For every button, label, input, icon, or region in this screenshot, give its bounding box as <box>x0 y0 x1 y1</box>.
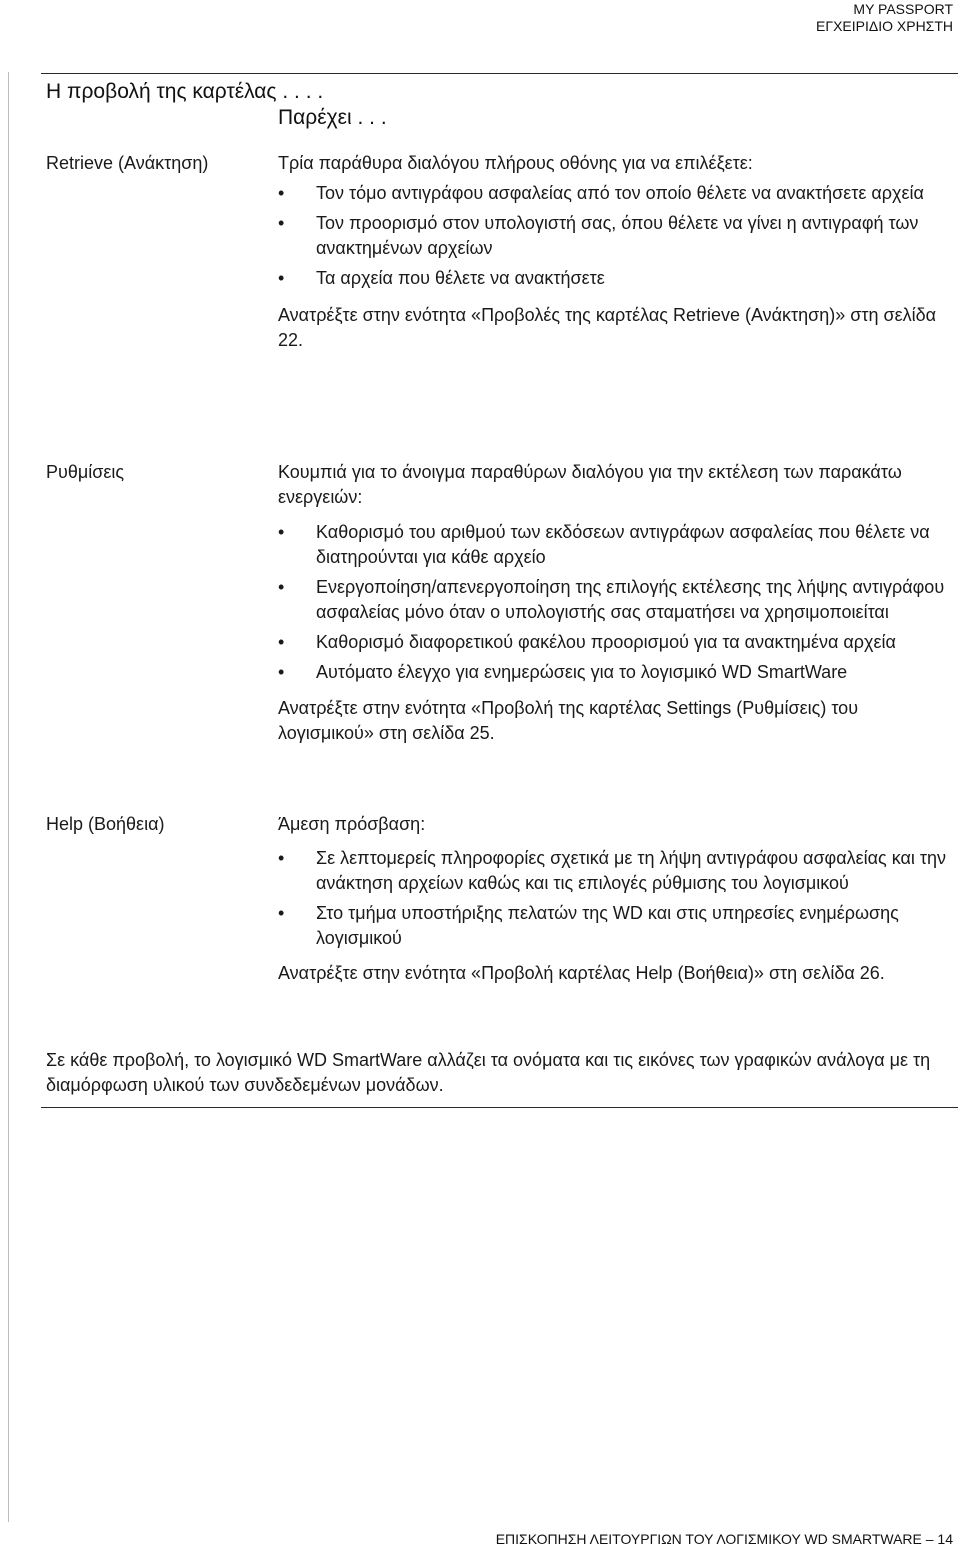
row-reference: Ανατρέξτε στην ενότητα «Προβολή της καρτέλας Settings (Ρυθμίσεις) του λογισμικού» στη σελίδα 25. <box>278 698 859 743</box>
table-row-retrieve <box>41 134 958 448</box>
list-item: • Στο τμήμα υποστήριξης πελατών της WD και στις υπηρεσίες ενημέρωσης λογισμικού <box>278 901 958 951</box>
list-item: • Ενεργοποίηση/απενεργοποίηση της επιλογής εκτέλεσης της λήψης αντιγράφου ασφαλείας μόνο όταν ο υπολογιστής σας σταματήσει να χρησιμοποιείται <box>278 575 958 625</box>
table-row-help <box>41 809 958 1048</box>
list-item: • Τον προορισμό στον υπολογιστή σας, όπου θέλετε να γίνει η αντιγραφή των ανακτημένων αρχείων <box>278 211 958 261</box>
row-reference: Ανατρέξτε στην ενότητα «Προβολή καρτέλας Help (Βοήθεια)» στη σελίδα 26. <box>278 963 885 983</box>
bullet-list <box>278 181 958 291</box>
row-intro: Τρία παράθυρα διαλόγου πλήρους οθόνης για να επιλέξετε: <box>278 153 753 173</box>
col-header-view: Η προβολή της καρτέλας . . . . <box>46 80 324 103</box>
bullet-list <box>278 846 958 951</box>
row-label: Help (Βοήθεια) <box>46 814 165 834</box>
row-reference: Ανατρέξτε στην ενότητα «Προβολές της καρτέλας Retrieve (Ανάκτηση)» στη σελίδα 22. <box>278 305 937 350</box>
tab-views-table <box>41 73 958 1108</box>
table-row-settings <box>41 448 958 809</box>
table-bottom-rule <box>41 1107 958 1108</box>
list-item: • Τον τόμο αντιγράφου ασφαλείας από τον οποίο θέλετε να ανακτήσετε αρχεία <box>278 181 958 206</box>
row-label: Retrieve (Ανάκτηση) <box>46 153 209 173</box>
page-footer: ΕΠΙΣΚΟΠΗΣΗ ΛΕΙΤΟΥΡΓΙΩΝ ΤΟΥ ΛΟΓΙΣΜΙΚΟΥ WD SMARTWARE – 14 <box>495 1531 953 1547</box>
margin-rule <box>8 72 9 1522</box>
row-content <box>278 812 958 986</box>
list-item: • Σε λεπτομερείς πληροφορίες σχετικά με τη λήψη αντιγράφου ασφαλείας και την ανάκτηση αρχείων καθώς και τις επιλογές ρύθμισης του λογισμικού <box>278 846 958 896</box>
header-manual: ΕΓΧΕΙΡΙΔΙΟ ΧΡΗΣΤΗ <box>816 18 953 34</box>
header-product: MY PASSPORT <box>853 1 953 17</box>
table-footnote: Σε κάθε προβολή, το λογισμικό WD SmartWare αλλάζει τα ονόματα και τις εικόνες των γραφικών ανάλογα με τη διαμόρφωση υλικού των συνδεδεμένων μονάδων. <box>46 1050 931 1095</box>
row-content <box>278 151 958 353</box>
row-intro: Άμεση πρόσβαση: <box>278 814 426 834</box>
bullet-list <box>278 520 958 685</box>
list-item: • Τα αρχεία που θέλετε να ανακτήσετε <box>278 266 958 291</box>
col-header-provides: Παρέχει . . . <box>278 106 387 129</box>
list-item: • Καθορισμό διαφορετικού φακέλου προορισμού για τα ανακτημένα αρχεία <box>278 630 958 655</box>
table-header <box>41 74 958 134</box>
list-item: • Καθορισμό του αριθμού των εκδόσεων αντιγράφων ασφαλείας που θέλετε να διατηρούνται για κάθε αρχείο <box>278 520 958 570</box>
row-label: Ρυθμίσεις <box>46 462 125 482</box>
list-item: • Αυτόματο έλεγχο για ενημερώσεις για το λογισμικό WD SmartWare <box>278 660 958 685</box>
row-content <box>278 460 958 746</box>
row-intro: Κουμπιά για το άνοιγμα παραθύρων διαλόγου για την εκτέλεση των παρακάτω ενεργειών: <box>278 462 902 507</box>
running-header <box>816 1 953 35</box>
